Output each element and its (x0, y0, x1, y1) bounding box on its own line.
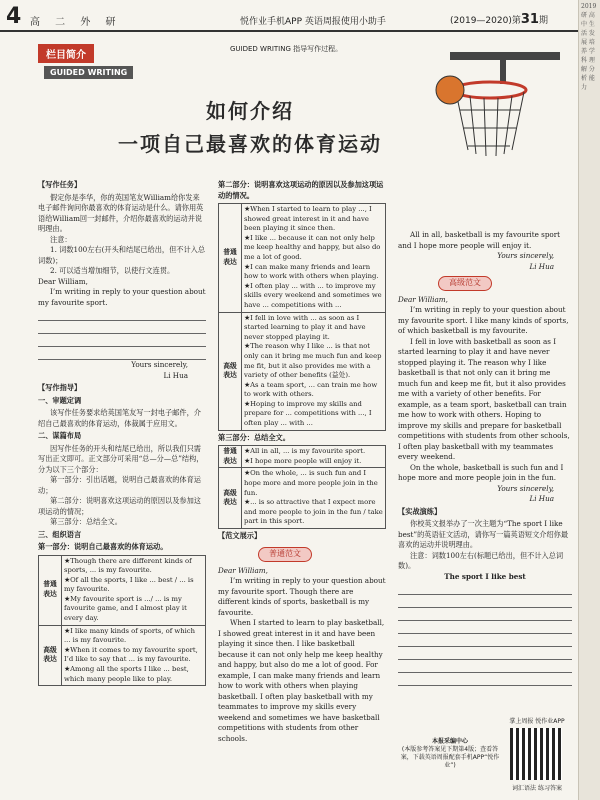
writing-line[interactable] (38, 347, 206, 360)
common-label: 普通表达 (39, 555, 62, 625)
sample-salutation: Dear William, (218, 565, 268, 575)
column-tag: 栏目简介 (38, 44, 94, 63)
letter-opening: I’m writing in reply to your question about my favourite sport. (38, 287, 206, 307)
advanced-sample-label: 高级范文 (438, 276, 492, 291)
page-number: 4 (6, 4, 22, 29)
guide-step-1: 该写作任务要求给英国笔友写一封电子邮件，介绍自己最喜欢的体育运动，体裁属于应用文。 (38, 408, 201, 428)
common-label: 普通表达 (219, 446, 242, 468)
editor-block (400, 738, 500, 770)
guide-heading: 【写作指导】 (38, 383, 82, 392)
writing-line[interactable] (38, 321, 206, 334)
editor-credit: 本报采编中心 (431, 738, 468, 745)
guide-step-2c: 第三部分：总结全文。 (50, 517, 122, 526)
advanced-label: 高级表达 (39, 625, 62, 686)
sample-paragraph-1: I’m writing in reply to your question about my favourite sport. Though there are different kinds of sports, basketball is my favourite. (218, 576, 386, 617)
practice-text: 你校英文报举办了一次主题为“The sport I like best”的英语征文活动，请你写一篇英语短文介绍你最喜欢的运动并说明理由。 (398, 519, 569, 549)
advanced-paragraph-2: I fell in love with basketball as soon as I started learning to play it and have never stopped playing it. The reason why I like basketball is that not only can it bring me much fun and keep me fit, but it also provides me with a variety of other benefits. For example, as a team sport, basketball can train me how to work with others. Hoping to improve my skills and prepare for basketball competitions with students from other schools, I often play basketball with my teammates every weekend. (398, 336, 570, 461)
qr-label: 掌上周报 悦作业APP (509, 718, 565, 725)
guide-step-2a: 第一部分：引出话题，说明自己最喜欢的体育运动； (38, 475, 201, 495)
part-1-heading: 第一部分：说明自己最喜欢的体育运动。 (38, 542, 168, 551)
common-sample-label: 普通范文 (258, 547, 312, 562)
sample-paragraph-2: When I started to learn to play basketball, I showed great interest in it and have been playing it since then. I like basketball because it can not only help me keep healthy and happy, but also do me a lot of good. For example, I can make many friends and learn how to work with others when playing basketball. I often play basketball with my teammates to improve my skills every weekend and sometimes we have basketball competitions with students from other schools. (218, 618, 385, 743)
expressions-table-part-2 (218, 203, 386, 431)
advanced-expressions: ★I fell in love with ... as soon as I started learning to play it and have never stopped playing it. ★The reason why I like ... is that not only can it bring me much fun and keep me fit, but it also provides me with a variety of other benefits (益处). ★As a team sport, ... can train me how to work with others. ★Hoping to improve my skills and prepare for ... competitions with ..., I often play ... with ... (242, 312, 386, 430)
practice-note: 注意：词数100左右(标题已给出，但不计入总词数)。 (398, 550, 564, 570)
salutation: Dear William, (38, 276, 88, 286)
task-text: 假定你是李华，你的英国笔友William给你发来电子邮件询问你最喜欢的体育运动是什么。请你用英语给William回一封邮件，介绍你最喜欢的运动并说明理由。 (38, 192, 204, 233)
common-expressions: ★Though there are different kinds of sports, ... is my favourite. ★Of all the sports, I like ... best / ... is my favourite. ★My favourite sport is .../ ... is my favourite game, and I almost play it every day. (62, 555, 206, 625)
sample-closing: Yours sincerely, (497, 251, 554, 260)
adjacent-page-edge (578, 0, 600, 800)
guide-step-1-heading: 一、审题定调 (38, 395, 82, 405)
adjacent-page-text: 2019 研 高中 生活 发展 培养 学科 理解 分析 能力 (581, 3, 597, 91)
advanced-paragraph-1: I’m writing in reply to your question about my favourite sport. I like many kinds of sports, of which basketball is my favourite. (398, 305, 569, 335)
writing-line[interactable] (398, 660, 572, 673)
grade-label: 高 二 外 研 (30, 17, 122, 28)
title-line-1: 如何介绍 (206, 99, 294, 123)
advanced-label: 高级表达 (219, 468, 242, 529)
guide-step-2b: 第二部分：说明喜欢这项运动的原因以及参加这项运动的情况； (38, 496, 201, 516)
basketball-hoop-illustration (430, 50, 570, 180)
issue-label: (2019—2020)第31期 (450, 12, 548, 27)
signature: Li Hua (163, 370, 188, 380)
common-expressions: ★When I started to learn to play ..., I showed great interest in it and have been playing it since then. ★I like ... because it can not only help me keep healthy and happy, but also do me a lot of good. ★I can make many friends and learn how to work with others when playing. ★I often play ... with ... to improve my skills every weekend and sometimes we have ... competitions with ... (242, 204, 386, 313)
header-promo: 悦作业手机APP 英语周报使用小助手 (240, 17, 386, 27)
advanced-paragraph-3: On the whole, basketball is such fun and I hope more and more people join in the fun. (398, 462, 564, 482)
advanced-expressions: ★I like many kinds of sports, of which ... is my favourite. ★When it comes to my favourite sport, I’d like to say that ... is my favourite. ★Among all the sports I like ... best, which many people like to play. (62, 625, 206, 686)
note-2: 2. 可以适当增加细节，以使行文连贯。 (50, 266, 175, 275)
writing-line[interactable] (398, 634, 572, 647)
page-header (0, 0, 578, 32)
sample-paragraph-3: All in all, basketball is my favourite sport and I hope more people will enjoy it. (398, 230, 561, 250)
qr-label-2: 词汇语法 练习答案 (512, 785, 562, 792)
guided-intro: GUIDED WRITING 指导写作过程。 (230, 45, 343, 53)
qr-block (505, 716, 569, 725)
writing-line[interactable] (38, 334, 206, 347)
advanced-closing: Yours sincerely, (497, 483, 554, 493)
sample-heading: 【范文展示】 (218, 530, 262, 540)
task-heading: 【写作任务】 (38, 180, 82, 189)
practice-title: The sport I like best (444, 571, 526, 581)
answer-note: (本版参考答案见下期第4版；查看答案，下载英语周报配套手机APP“悦作业”) (400, 746, 500, 769)
part-2-heading: 第二部分：说明喜欢这项运动的原因以及参加这项运动的情况。 (218, 180, 384, 200)
writing-line[interactable] (398, 582, 572, 595)
advanced-signature: Li Hua (529, 494, 554, 503)
expressions-table-part-1 (38, 555, 206, 687)
column-1 (38, 178, 206, 688)
advanced-expressions: ★On the whole, ... is such fun and I hope more and more people join in the fun. ★... is so attractive that I expect more and more people to join in the fun / take part in this sport. (242, 468, 386, 529)
guide-step-3-heading: 三、组织语言 (38, 529, 82, 539)
writing-line[interactable] (38, 308, 206, 321)
advanced-salutation: Dear William, (398, 294, 448, 304)
closing: Yours sincerely, (131, 360, 188, 369)
common-label: 普通表达 (219, 204, 242, 313)
writing-line[interactable] (398, 595, 572, 608)
column-2 (218, 178, 386, 744)
writing-line[interactable] (398, 621, 572, 634)
writing-line[interactable] (398, 647, 572, 660)
note-1: 1. 词数100左右(开头和结尾已给出，但不计入总词数)； (38, 245, 206, 265)
common-expressions: ★All in all, ... is my favourite sport. ★I hope more people will enjoy it. (242, 446, 386, 468)
advanced-label: 高级表达 (219, 312, 242, 430)
writing-line[interactable] (398, 673, 572, 686)
writing-line[interactable] (398, 608, 572, 621)
article-title (80, 95, 420, 157)
practice-heading: 【实战演练】 (398, 506, 442, 516)
guide-step-2-heading: 二、谋篇布局 (38, 431, 82, 440)
expressions-table-part-3 (218, 445, 386, 529)
note-heading: 注意： (50, 234, 72, 244)
title-line-2: 一项自己最喜欢的体育运动 (118, 132, 382, 156)
column-3 (398, 178, 572, 686)
guided-writing-badge: GUIDED WRITING (44, 66, 133, 79)
qr-code[interactable] (510, 728, 562, 780)
sample-signature: Li Hua (529, 261, 554, 271)
part-3-heading: 第三部分：总结全文。 (218, 432, 290, 442)
guide-step-2: 因写作任务的开头和结尾已给出，所以我们只需写出正文即可。正文部分可采用“总—分—总”结构，分为以下三个部分： (38, 443, 204, 474)
